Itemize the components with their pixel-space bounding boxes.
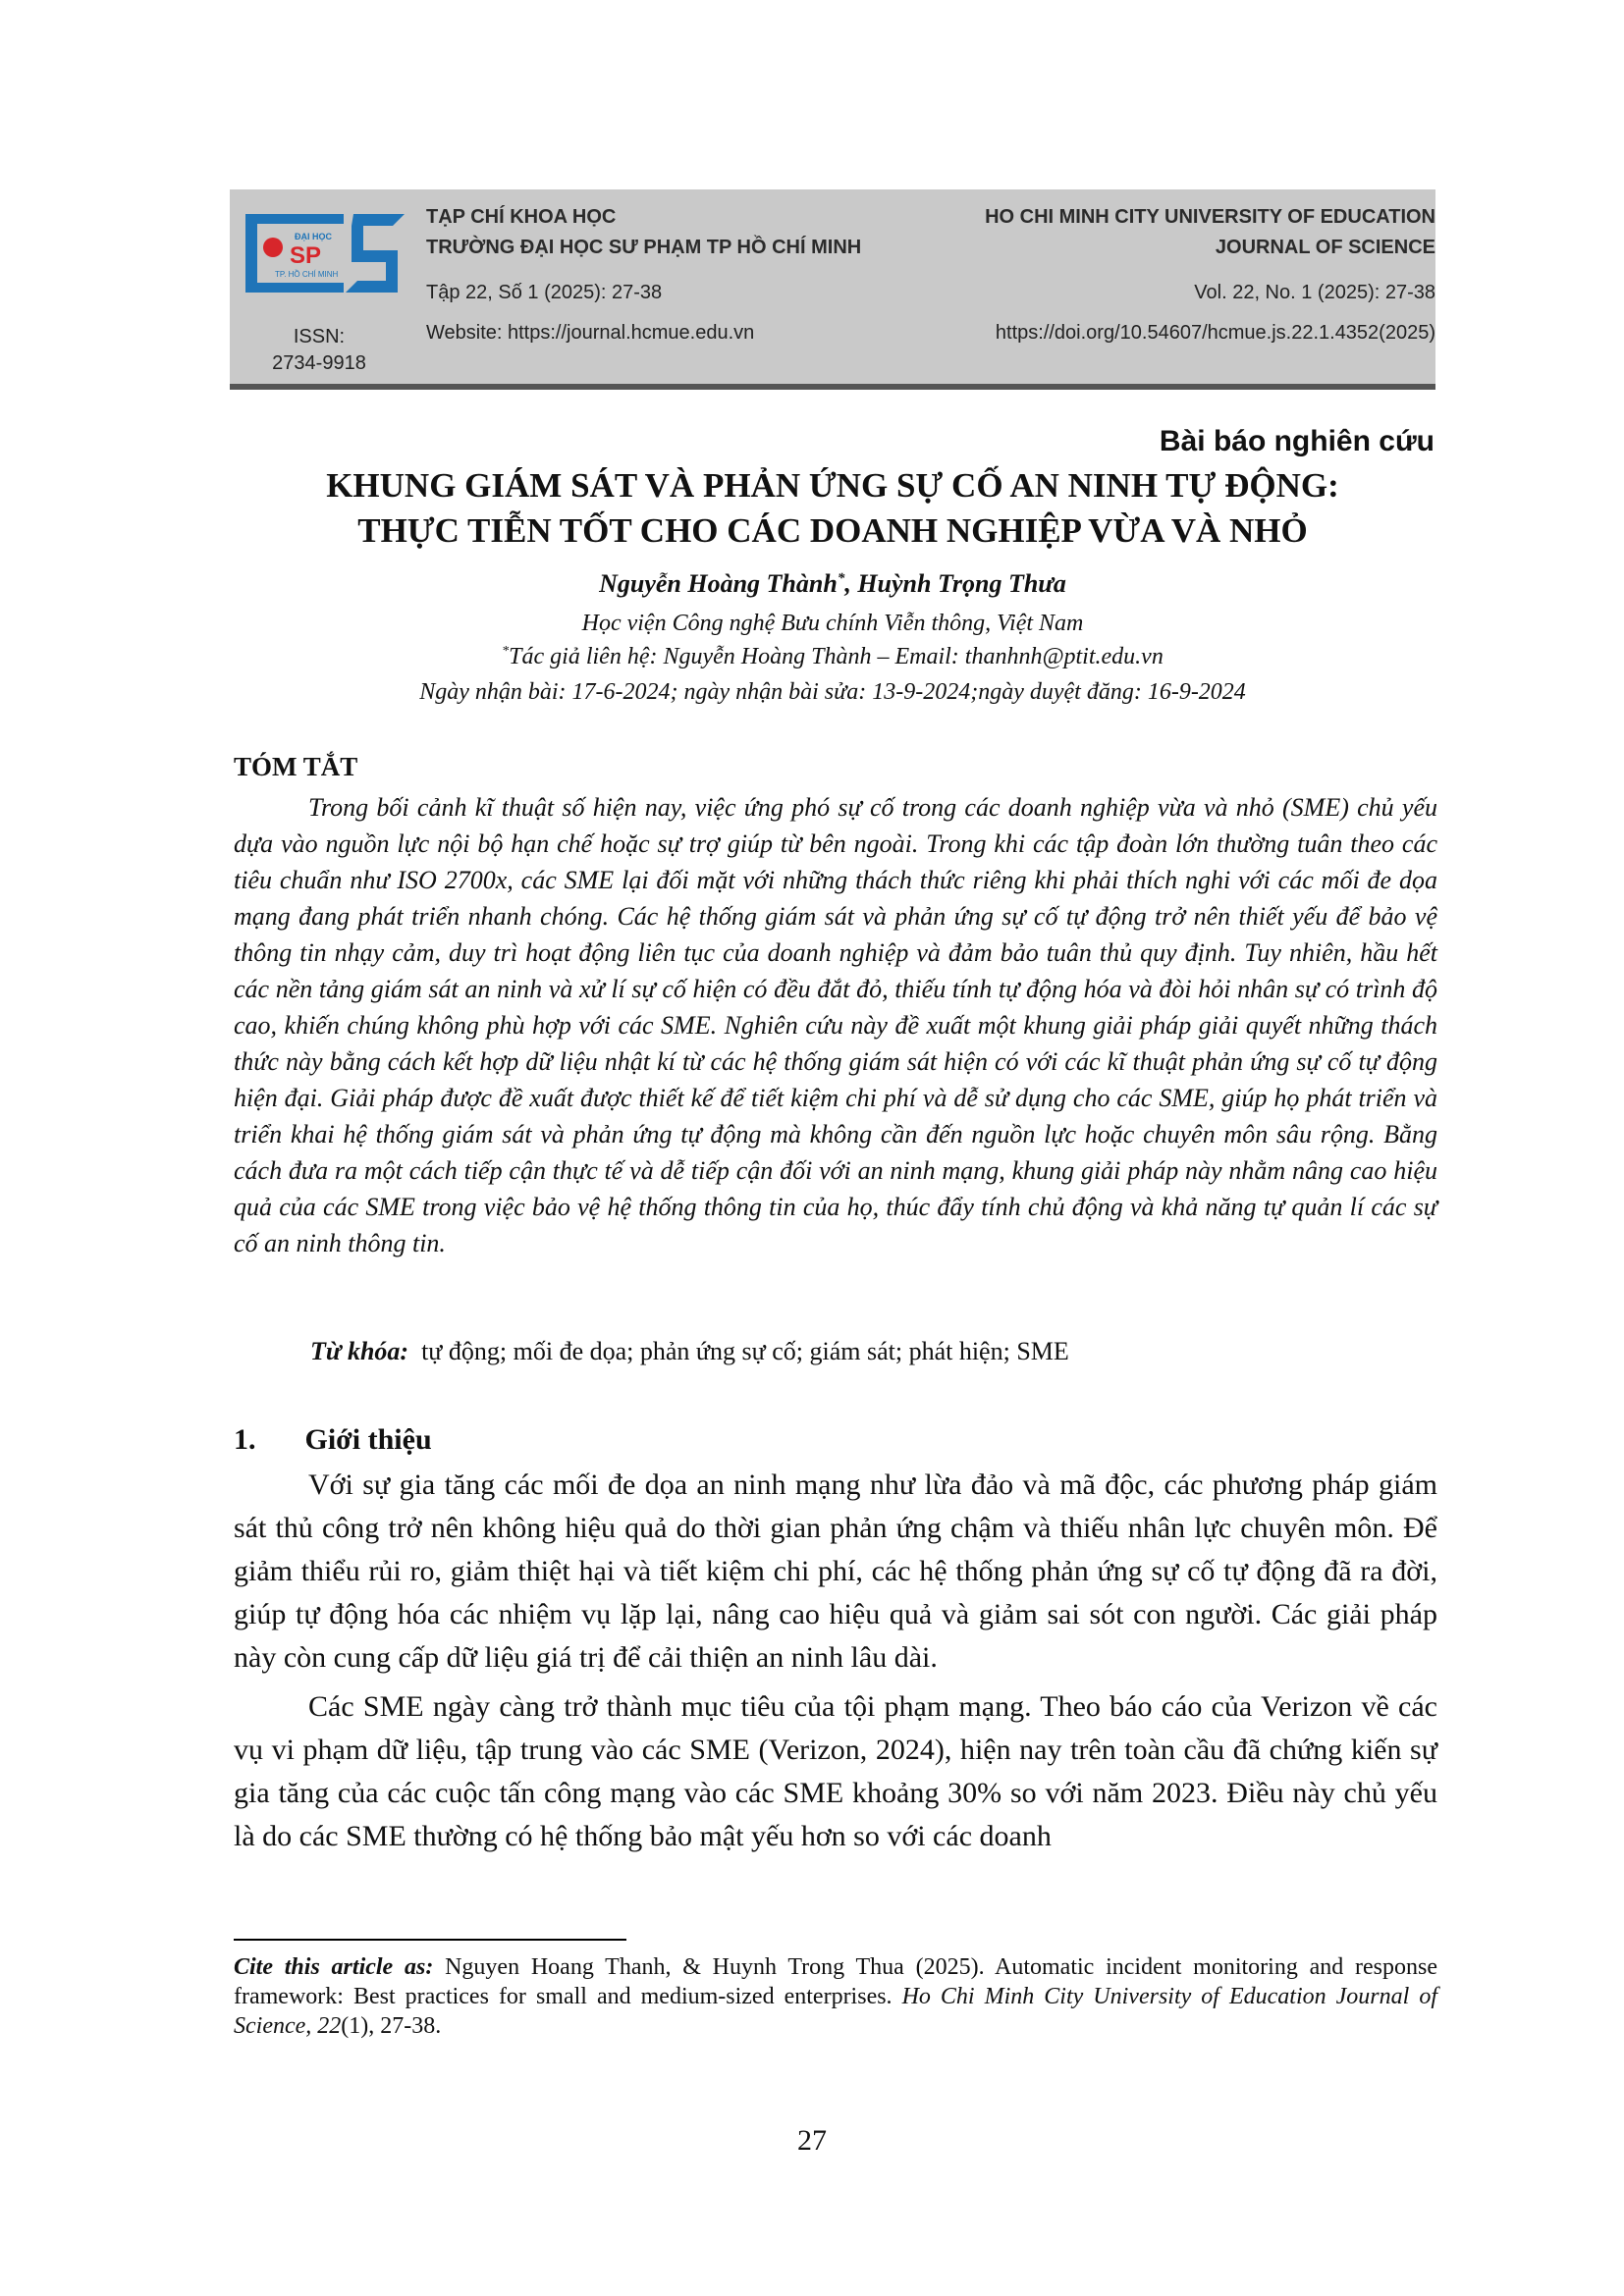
footnote-divider	[234, 1939, 626, 1941]
svg-text:ĐẠI HỌC: ĐẠI HỌC	[295, 232, 332, 241]
university-logo	[236, 206, 407, 299]
journal-name-en: HO CHI MINH CITY UNIVERSITY OF EDUCATION JOURNAL OF SCIENCE	[985, 206, 1435, 258]
corresponding-author: *Tác giả liên hệ: Nguyễn Hoàng Thành – Email: thanhnh@ptit.edu.vn	[502, 644, 1164, 669]
doi-link[interactable]: https://doi.org/10.54607/hcmue.js.22.1.4352(2025)	[995, 322, 1435, 344]
page-number: 27	[797, 2124, 827, 2157]
section-1-body: Với sự gia tăng các mối đe dọa an ninh mạng như lừa đảo và mã độc, các phương pháp giám sát thủ công trở nên không hiệu quả do thời gian phản ứng chậm và thiếu nhân lực chuyên môn. Để giảm thiểu rủi ro, giảm thiệt hại và tiết kiệm chi phí, các hệ thống phản ứng sự cố tự động đã ra đời, giúp tự động hóa các nhiệm vụ lặp lại, nâng cao hiệu quả và giảm sai sót con người. Các giải pháp này còn cung cấp dữ liệu giá trị để cải thiện an ninh lâu dài. Các SME ngày càng trở thành mục tiêu của tội phạm mạng. Theo báo cáo của Verizon về các vụ vi phạm dữ liệu, tập trung vào các SME (Verizon, 2024), hiện nay trên toàn cầu đã chứng kiến sự gia tăng của các cuộc tấn công mạng vào các SME khoảng 30% so với năm 2023. Điều này chủ yếu là do các SME thường có hệ thống bảo mật yếu hơn so với các doanh	[234, 1468, 1437, 1852]
affiliation: Học viện Công nghệ Bưu chính Viễn thông, Việt Nam	[581, 611, 1084, 636]
citation: Cite this article as: Nguyen Hoang Thanh, & Huynh Trong Thua (2025). Automatic incident monitoring and response framework: Best practices for small and medium-sized enterprises. Ho Chi Minh City University of Education Journal of Science, 22(1), 27-38.	[234, 1954, 1438, 2039]
article-type: Bài báo nghiên cứu	[1159, 425, 1435, 457]
section-1-heading: 1. Giới thiệu	[234, 1423, 432, 1456]
volume-en: Vol. 22, No. 1 (2025): 27-38	[1194, 282, 1435, 303]
svg-text:SP: SP	[290, 242, 322, 269]
journal-name-vn: TẠP CHÍ KHOA HỌC TRƯỜNG ĐẠI HỌC SƯ PHẠM TP HỒ CHÍ MINH	[426, 206, 862, 258]
abstract-text: Trong bối cảnh kĩ thuật số hiện nay, việc ứng phó sự cố trong các doanh nghiệp vừa và nhỏ (SME) chủ yếu dựa vào nguồn lực nội bộ hạn chế hoặc sự trợ giúp từ bên ngoài. Trong khi các tập đoàn lớn thường tuân theo các tiêu chuẩn như ISO 2700x, các SME lại đối mặt với những thách thức riêng khi phải thích nghi với các mối đe dọa mạng đang phát triển nhanh chóng. Các hệ thống giám sát và phản ứng sự cố tự động trở nên thiết yếu để bảo vệ thông tin nhạy cảm, duy trì hoạt động liên tục của doanh nghiệp và đảm bảo tuân thủ quy định. Tuy nhiên, hầu hết các nền tảng giám sát an ninh và xử lí sự cố hiện có đều đắt đỏ, thiếu tính tự động hóa và đòi hỏi nhân sự có trình độ cao, khiến chúng không phù hợp với các SME. Nghiên cứu này đề xuất một khung giải pháp giải quyết những thách thức này bằng cách kết hợp dữ liệu nhật kí từ các hệ thống giám sát hiện có với các kĩ thuật phản ứng sự cố tự động hiện đại. Giải pháp được đề xuất được thiết kế để tiết kiệm chi phí và dễ sử dụng cho các SME, giúp họ phát triển và triển khai hệ thống giám sát và phản ứng tự động mà không cần đến nguồn lực hoặc chuyên môn sâu rộng. Bằng cách đưa ra một cách tiếp cận thực tế và dễ tiếp cận đối với an ninh mạng, khung giải pháp này nhằm nâng cao hiệu quả của các SME trong việc bảo vệ hệ thống thông tin của họ, thúc đẩy tính chủ động và khả năng tự quản lí các sự cố an ninh thông tin.	[234, 793, 1437, 1257]
website-link[interactable]: Website: https://journal.hcmue.edu.vn	[426, 322, 755, 344]
authors: Nguyễn Hoàng Thành*, Huỳnh Trọng Thưa	[599, 569, 1066, 598]
article-title: KHUNG GIÁM SÁT VÀ PHẢN ỨNG SỰ CỐ AN NINH TỰ ĐỘNG: THỰC TIỄN TỐT CHO CÁC DOANH NGHIỆP VỪA VÀ NHỎ	[326, 466, 1339, 550]
submission-dates: Ngày nhận bài: 17-6-2024; ngày nhận bài sửa: 13-9-2024;ngày duyệt đăng: 16-9-2024	[419, 679, 1246, 705]
abstract-heading: TÓM TẮT	[234, 752, 358, 781]
header-divider	[230, 384, 1435, 390]
keywords: Từ khóa: tự động; mối đe dọa; phản ứng sự cố; giám sát; phát hiện; SME	[310, 1337, 1069, 1365]
issn: ISSN: 2734-9918	[272, 326, 366, 374]
flower-icon	[263, 238, 283, 257]
svg-text:TP. HỒ CHÍ MINH: TP. HỒ CHÍ MINH	[275, 270, 339, 279]
volume-vn: Tập 22, Số 1 (2025): 27-38	[426, 282, 663, 303]
